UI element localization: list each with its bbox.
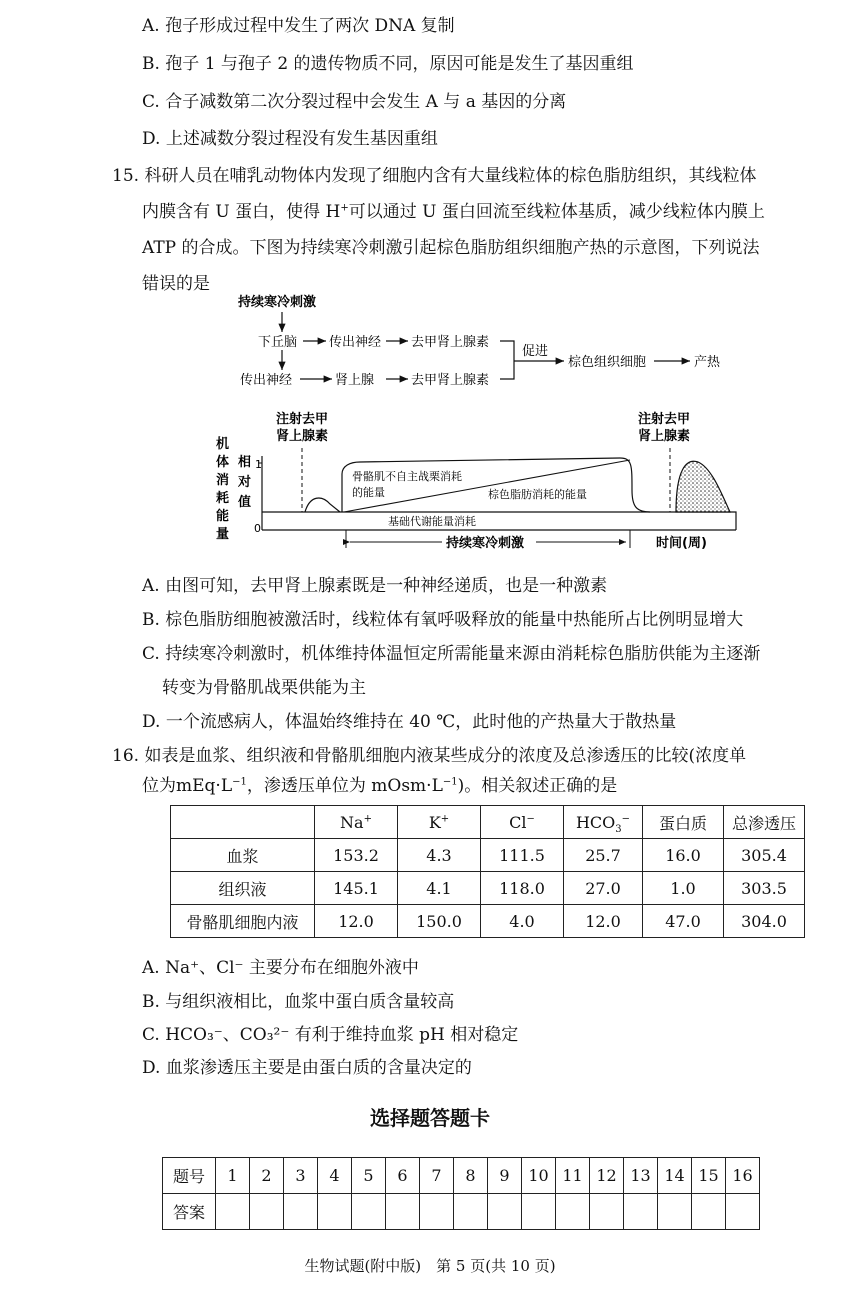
answer-number-cell: 7 <box>420 1158 454 1194</box>
answer-cell[interactable] <box>318 1194 352 1230</box>
answer-number-cell: 5 <box>352 1158 386 1194</box>
answer-cell[interactable] <box>590 1194 624 1230</box>
svg-text:消: 消 <box>216 473 230 488</box>
answer-cell[interactable] <box>692 1194 726 1230</box>
graph-duration: 持续寒冷刺激 <box>446 536 525 550</box>
table-cell: 4.3 <box>398 839 481 872</box>
flow-r1c: 去甲肾上腺素 <box>411 335 490 350</box>
answer-number-row <box>163 1158 760 1194</box>
q16-table <box>170 805 805 938</box>
svg-text:耗: 耗 <box>216 491 230 506</box>
q14-option-d: D. 上述减数分裂过程没有发生基因重组 <box>142 129 438 149</box>
svg-text:值: 值 <box>238 495 252 510</box>
table-header-row <box>171 806 805 839</box>
table-cell: 16.0 <box>643 839 724 872</box>
q16-stem-line1: 16. 如表是血浆、组织液和骨骼肌细胞内液某些成分的浓度及总渗透压的比较(浓度单 <box>112 746 747 766</box>
table-cell: 4.0 <box>481 905 564 938</box>
q16-option-a: A. Na⁺、Cl⁻ 主要分布在细胞外液中 <box>142 958 419 978</box>
graph-basal: 基础代谢能量消耗 <box>388 515 476 528</box>
graph-inject1a: 注射去甲 <box>276 412 329 427</box>
answer-number-cell: 11 <box>556 1158 590 1194</box>
table-header-cell: Cl− <box>481 806 564 839</box>
table-cell: 组织液 <box>171 872 315 905</box>
graph-tick1: 1 <box>255 458 262 471</box>
q16-option-d: D. 血浆渗透压主要是由蛋白质的含量决定的 <box>142 1058 472 1078</box>
table-cell: 12.0 <box>315 905 398 938</box>
table-row <box>171 872 805 905</box>
graph-inject1b: 肾上腺素 <box>276 429 329 444</box>
q14-option-a: A. 孢子形成过程中发生了两次 DNA 复制 <box>142 16 455 36</box>
answer-cell[interactable] <box>454 1194 488 1230</box>
table-cell: 47.0 <box>643 905 724 938</box>
answer-number-cell: 2 <box>250 1158 284 1194</box>
graph-muscle2: 的能量 <box>352 486 385 499</box>
table-cell: 1.0 <box>643 872 724 905</box>
answer-cell[interactable] <box>250 1194 284 1230</box>
q15-option-b: B. 棕色脂肪细胞被激活时，线粒体有氧呼吸释放的能量中热能所占比例明显增大 <box>142 610 744 630</box>
answer-card-table <box>162 1157 760 1230</box>
svg-text:量: 量 <box>216 527 230 542</box>
graph-ylabel-outer <box>216 436 229 542</box>
flow-result: 产热 <box>694 355 721 370</box>
table-header-cell <box>171 806 315 839</box>
graph-muscle1: 骨骼肌不自主战栗消耗 <box>352 470 462 483</box>
answer-cell[interactable] <box>488 1194 522 1230</box>
answer-number-cell: 9 <box>488 1158 522 1194</box>
table-cell: 111.5 <box>481 839 564 872</box>
table-header-cell: Na+ <box>315 806 398 839</box>
answer-number-cell: 6 <box>386 1158 420 1194</box>
flow-r2c: 去甲肾上腺素 <box>411 373 490 388</box>
table-cell: 骨骼肌细胞内液 <box>171 905 315 938</box>
table-row <box>171 839 805 872</box>
answer-cell[interactable] <box>556 1194 590 1230</box>
answer-cell[interactable] <box>352 1194 386 1230</box>
page-footer: 生物试题(附中版) 第 5 页(共 10 页) <box>304 1257 556 1275</box>
svg-text:能: 能 <box>216 509 230 524</box>
graph-ylabel-inner <box>237 454 251 510</box>
q16-stem-line2: 位为$mEq\cdot L^{-1}$，渗透压单位为 $mOsm\cdot L^{-1}$)。相关叙述正确的是 <box>142 776 618 796</box>
table-cell: 305.4 <box>724 839 805 872</box>
table-cell: 150.0 <box>398 905 481 938</box>
table-cell: 304.0 <box>724 905 805 938</box>
answer-number-cell: 1 <box>216 1158 250 1194</box>
table-cell: 303.5 <box>724 872 805 905</box>
table-cell: 4.1 <box>398 872 481 905</box>
answer-number-cell: 13 <box>624 1158 658 1194</box>
table-header-cell: 总渗透压 <box>724 806 805 839</box>
table-header-cell: $HCO_3^-$ <box>564 806 643 839</box>
table-row <box>171 905 805 938</box>
q15-stem-line1: 15. 科研人员在哺乳动物体内发现了细胞内含有大量线粒体的棕色脂肪组织，其线粒体 <box>112 166 757 186</box>
svg-text:对: 对 <box>238 475 252 490</box>
answer-number-cell: 4 <box>318 1158 352 1194</box>
graph-brown: 棕色脂肪消耗的能量 <box>488 488 587 501</box>
graph-inject2a: 注射去甲 <box>638 412 691 427</box>
graph-inject2b: 肾上腺素 <box>638 429 691 444</box>
flow-r2b: 肾上腺 <box>335 373 375 388</box>
answer-input-row <box>163 1194 760 1230</box>
q15-option-c-cont: 转变为骨骼肌战栗供能为主 <box>162 678 366 698</box>
flow-r1a: 下丘脑 <box>258 335 298 350</box>
svg-text:体: 体 <box>216 455 230 470</box>
q15-figure <box>0 290 860 550</box>
q15-stem-line3: ATP 的合成。下图为持续寒冷刺激引起棕色脂肪组织细胞产热的示意图，下列说法 <box>142 238 760 258</box>
answer-card-title: 选择题答题卡 <box>370 1106 490 1130</box>
answer-cell[interactable] <box>658 1194 692 1230</box>
table-cell: 118.0 <box>481 872 564 905</box>
graph-xlabel: 时间(周) <box>656 536 707 550</box>
answer-number-cell: 10 <box>522 1158 556 1194</box>
answer-cell[interactable] <box>420 1194 454 1230</box>
flow-target: 棕色组织细胞 <box>568 355 647 370</box>
answer-cell[interactable] <box>624 1194 658 1230</box>
answer-number-cell: 15 <box>692 1158 726 1194</box>
q16-option-b: B. 与组织液相比，血浆中蛋白质含量较高 <box>142 992 455 1012</box>
svg-text:机: 机 <box>216 437 230 452</box>
q14-option-c: C. 合子减数第二次分裂过程中会发生 A 与 a 基因的分离 <box>142 92 567 112</box>
q15-option-c: C. 持续寒冷刺激时，机体维持体温恒定所需能量来源由消耗棕色脂肪供能为主逐渐 <box>142 644 761 664</box>
table-header-cell: K+ <box>398 806 481 839</box>
answer-number-cell: 12 <box>590 1158 624 1194</box>
answer-row-label: 答案 <box>163 1194 216 1230</box>
q14-option-b: B. 孢子 1 与孢子 2 的遗传物质不同，原因可能是发生了基因重组 <box>142 54 634 74</box>
answer-cell[interactable] <box>386 1194 420 1230</box>
answer-cell[interactable] <box>216 1194 250 1230</box>
table-cell: 25.7 <box>564 839 643 872</box>
table-cell: 12.0 <box>564 905 643 938</box>
table-cell: 145.1 <box>315 872 398 905</box>
table-header-cell: 蛋白质 <box>643 806 724 839</box>
table-cell: 27.0 <box>564 872 643 905</box>
table-cell: 153.2 <box>315 839 398 872</box>
q16-option-c: C. HCO₃⁻、CO₃²⁻ 有利于维持血浆 pH 相对稳定 <box>142 1025 519 1045</box>
answer-cell[interactable] <box>522 1194 556 1230</box>
flow-top: 持续寒冷刺激 <box>238 295 317 310</box>
answer-number-cell: 16 <box>726 1158 760 1194</box>
answer-cell[interactable] <box>726 1194 760 1230</box>
q15-stem-line4: 错误的是 <box>142 274 210 294</box>
answer-number-cell: 8 <box>454 1158 488 1194</box>
answer-row-label: 题号 <box>163 1158 216 1194</box>
svg-text:相: 相 <box>238 455 252 470</box>
q15-stem-line2: 内膜含有 U 蛋白，使得 H+可以通过 U 蛋白回流至线粒体基质，减少线粒体内膜上 <box>142 202 765 222</box>
flow-r1b: 传出神经 <box>329 335 382 350</box>
flow-r2a: 传出神经 <box>240 373 293 388</box>
table-cell: 血浆 <box>171 839 315 872</box>
q15-option-d: D. 一个流感病人，体温始终维持在 40 ℃，此时他的产热量大于散热量 <box>142 712 677 732</box>
answer-number-cell: 3 <box>284 1158 318 1194</box>
graph-tick0: 0 <box>254 522 261 535</box>
answer-cell[interactable] <box>284 1194 318 1230</box>
q15-option-a: A. 由图可知，去甲肾上腺素既是一种神经递质，也是一种激素 <box>142 576 608 596</box>
flow-promote: 促进 <box>522 344 549 359</box>
answer-number-cell: 14 <box>658 1158 692 1194</box>
